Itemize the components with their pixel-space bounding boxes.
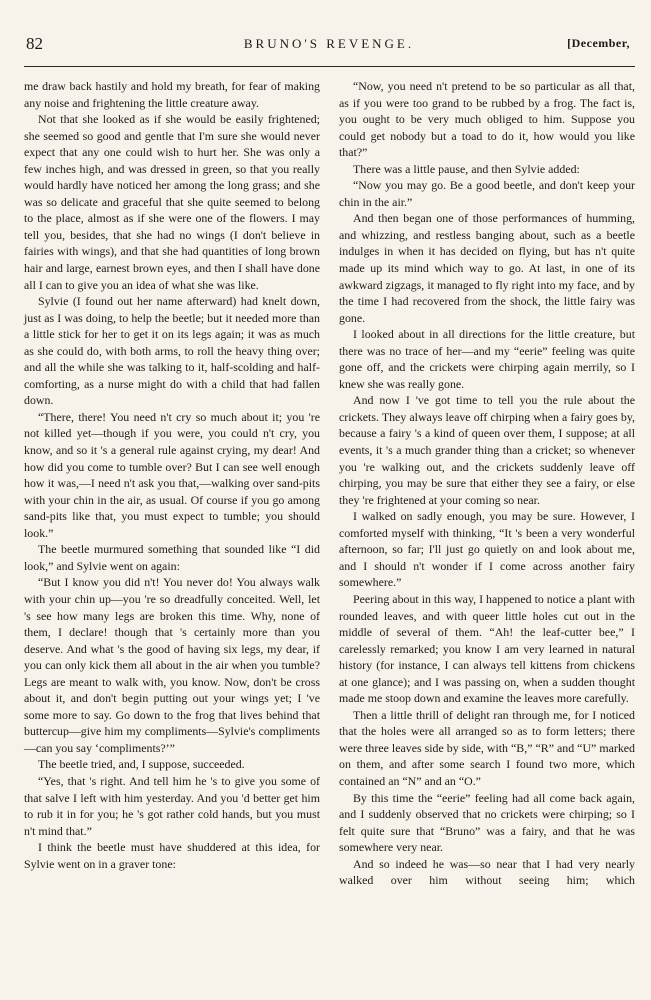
header-rule: [24, 66, 635, 67]
page-number: 82: [26, 34, 43, 53]
right-column: [339, 78, 635, 889]
paragraph: “There, there! You need n't cry so much about it; you 're not killed yet—though if you were, you could n't cry, you know, and so it 's a general rule against crying, my dear! And how did you come to tumble over? But I can see well enough how it was,—I need n't ask you that,—walking over sand-pits with your chin in the air, as usual. Of course if you go among sand-pits like that, you must expect to tumble; you should look.”: [24, 409, 320, 540]
paragraph: By this time the “eerie” feeling had all come back again, and I suddenly observed that no crickets were chirping; so I felt quite sure that “Bruno” was a fairy, and that he was somewhere very near.: [339, 790, 635, 855]
paragraph: I looked about in all directions for the little creature, but there was no trace of her—and my “eerie” feeling was quite gone off, and the crickets were chirping again merrily, so I knew she was really gone.: [339, 327, 635, 391]
paragraph: And now I 've got time to tell you the rule about the crickets. They always leave off chirping when a fairy goes by, because a fairy 's a kind of queen over them, I suppose; at all events, it 's a much grander thing than a cricket; so whenever you 're walking out, and the crickets suddenly leave off chirping, you may be sure that either they see a fairy, or else they 're frightened at your coming so near.: [339, 393, 635, 507]
paragraph: “Now you may go. Be a good beetle, and don't keep your chin in the air.”: [339, 178, 635, 209]
paragraph: And so indeed he was—so near that I had very nearly walked over him without seeing him; which: [339, 856, 635, 888]
paragraph: And then began one of those performances of humming, and whizzing, and restless banging about, such as a beetle indulges in when it has decided on flying, but has n't quite made up its mind which way to go. At last, in one of its awkward zigzags, it managed to fly right into my face, and by the time I had recovered from the shock, the little fairy was gone.: [339, 211, 635, 325]
paragraph: The beetle murmured something that sounded like “I did look,” and Sylvie went on again:: [24, 542, 320, 573]
paragraph: Sylvie (I found out her name afterward) had knelt down, just as I was doing, to help the beetle; but it needed more than a little stick for her to get it on its legs again; it was as much as she could do, with both arms, to roll the heavy thing over; and all the while she was talking to it, half-scolding and half-comforting, as a nurse might do with a child that had fallen down.: [24, 294, 320, 408]
paragraph: There was a little pause, and then Sylvie added:: [353, 161, 580, 176]
paragraph: The beetle tried, and, I suppose, succeeded.: [38, 757, 245, 772]
running-header: [24, 34, 634, 54]
paragraph: Then a little thrill of delight ran through me, for I noticed that the holes were all arranged so as to form letters; there were three leaves side by side, with “B,” “R” and “U” marked on them, and after some search I found two more, which contained an “N” and an “O.”: [339, 707, 635, 788]
paragraph: Peering about in this way, I happened to notice a plant with rounded leaves, and with queer little holes cut out in the middle of several of them. “Ah! the leaf-cutter bee,” I carelessly remarked; you know I am very learned in natural history (for instance, I can always tell kittens from chickens at one glance); and I was passing on, when a sudden thought made me stoop down and examine the leaves more carefully.: [339, 591, 635, 706]
month-label: [December,: [567, 36, 630, 50]
paragraph: I walked on sadly enough, you may be sure. However, I comforted myself with thinking, “It 's been a very wonderful afternoon, so far; I'll just go quietly on and look about me, and I should n't wonder if I come across another fairy somewhere.”: [339, 509, 635, 590]
paragraph: “Yes, that 's right. And tell him he 's to give you some of that salve I left with him yesterday. And you 'd better get him to rub it in for you; he 's got rather cold hands, but you must n't mind that.”: [24, 773, 320, 838]
left-column: [24, 78, 320, 872]
paragraph: I think the beetle must have shuddered at this idea, for Sylvie went on in a graver tone:: [24, 840, 320, 871]
running-title: BRUNO'S REVENGE.: [243, 36, 415, 51]
paragraph: “But I know you did n't! You never do! You always walk with your chin up—you 're so dreadfully conceited. Well, let 's see how many legs are broken this time. Why, none of them, I declare! though that 's certainly more than you deserve. And what 's the good of having six legs, my dear, if you can only kick them all about in the air when you tumble? Legs are meant to walk with, you know. Now, don't be cross about it, and don't begin putting out your wings yet; I 've some more to say. Go down to the frog that lives behind that buttercup—give him my compliments—Sylvie's compliments—can you say ‘compliments?’”: [24, 575, 320, 755]
paragraph: Not that she looked as if she would be easily frightened; she seemed so good and gentle that I'm sure she would never expect that any one could wish to hurt her. She was only a few inches high, and was dressed in green, so that you really would hardly have noticed her among the long grass; and she was so delicate and graceful that she quite seemed to belong to the place, almost as if she were one of the flowers. I may tell you, besides, that she had no wings (I don't believe in fairies with wings), and that she had quantities of long brown hair and large, earnest brown eyes, and then I shall have done all I can to give you an idea of what she was like.: [24, 112, 320, 292]
paragraph: me draw back hastily and hold my breath, for fear of making any noise and frightening the little creature away.: [24, 79, 320, 110]
paragraph: “Now, you need n't pretend to be so particular as all that, as if you were too grand to be rubbed by a frog. The fact is, you ought to be very much obliged to him. Suppose you could get nobody but a toad to do it, how would you like that?”: [339, 79, 635, 160]
